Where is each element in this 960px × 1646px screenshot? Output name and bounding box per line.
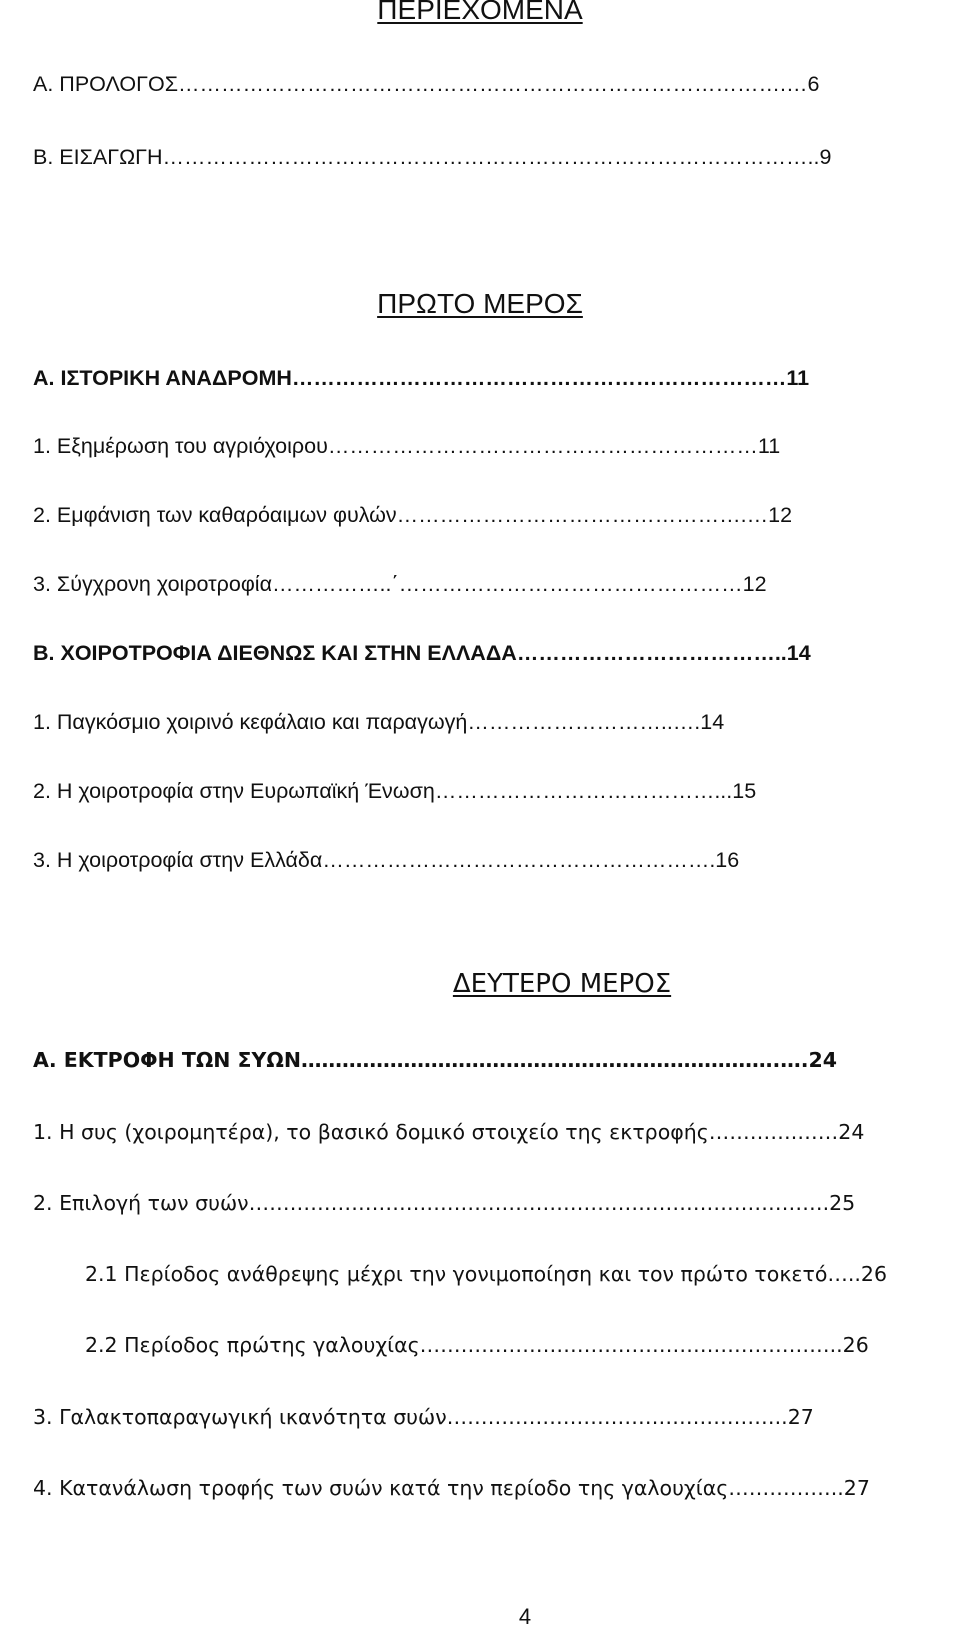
toc-entry-prologue: Α. ΠΡΟΛΟΓΟΣ………………………………………………………………………….…6 — [33, 72, 820, 96]
toc-entry: 3. Η χοιροτροφία στην Ελλάδα……………………………………………….16 — [33, 848, 740, 872]
toc-entry: 2. Η χοιροτροφία στην Ευρωπαϊκή Ένωση…………………………………...15 — [33, 779, 757, 803]
toc-entry: 1. Εξημέρωση του αγριόχοιρου……………………………………………………11 — [33, 434, 781, 458]
toc-entry-pig-farming: Β. ΧΟΙΡΟΤΡΟΦΙΑ ΔΙΕΘΝΩΣ ΚΑΙ ΣΤΗΝ ΕΛΛΑΔΑ………………………………..14 — [33, 641, 811, 665]
part1-title: ΠΡΩΤΟ ΜΕΡΟΣ — [377, 288, 583, 319]
toc-entry-historical: Α. ΙΣΤΟΡΙΚΗ ΑΝΑΔΡΟΜΗ……………………………………………………………11 — [33, 366, 810, 390]
toc-entry: 1. Παγκόσμιο χοιρινό κεφάλαιο και παραγωγή………………………..….14 — [33, 710, 725, 734]
toc-subentry: 2.2 Περίοδος πρώτης γαλουχίας……………………………………………………..26 — [85, 1333, 869, 1357]
toc-entry: 2. Εμφάνιση των καθαρόαιμων φυλών………………………………………….…12 — [33, 503, 793, 527]
toc-entry-introduction: Β. ΕΙΣΑΓΩΓΗ………………………………………………………………………………..9 — [33, 145, 832, 169]
toc-subentry: 2.1 Περίοδος ανάθρεψης μέχρι την γονιμοποίηση και τον πρώτο τοκετό…..26 — [85, 1262, 887, 1286]
toc-entry: 3. Γαλακτοπαραγωγική ικανότητα συών…………………………………………..27 — [33, 1405, 814, 1429]
toc-entry-breeding: Α. ΕΚΤΡΟΦΗ ΤΩΝ ΣΥΩΝ…………………………………………………………….….24 — [33, 1048, 838, 1072]
part2-title: ΔΕΥΤΕΡΟ ΜΕΡΟΣ — [452, 969, 672, 999]
toc-entry: 1. Η συς (χοιρομητέρα), το βασικό δομικό στοιχείο της εκτροφής………….……24 — [33, 1120, 865, 1144]
toc-entry: 4. Κατανάλωση τροφής των συών κατά την περίοδο της γαλουχίας……………..27 — [33, 1476, 870, 1500]
page-number: 4 — [518, 1604, 532, 1629]
toc-entry: 2. Επιλογή των συών………………………………………………………………………….25 — [33, 1191, 856, 1215]
toc-entry: 3. Σύγχρονη χοιροτροφία……………..΄…………………………………………12 — [33, 572, 767, 596]
toc-title: ΠΕΡΙΕΧΟΜΕΝΑ — [377, 0, 583, 25]
